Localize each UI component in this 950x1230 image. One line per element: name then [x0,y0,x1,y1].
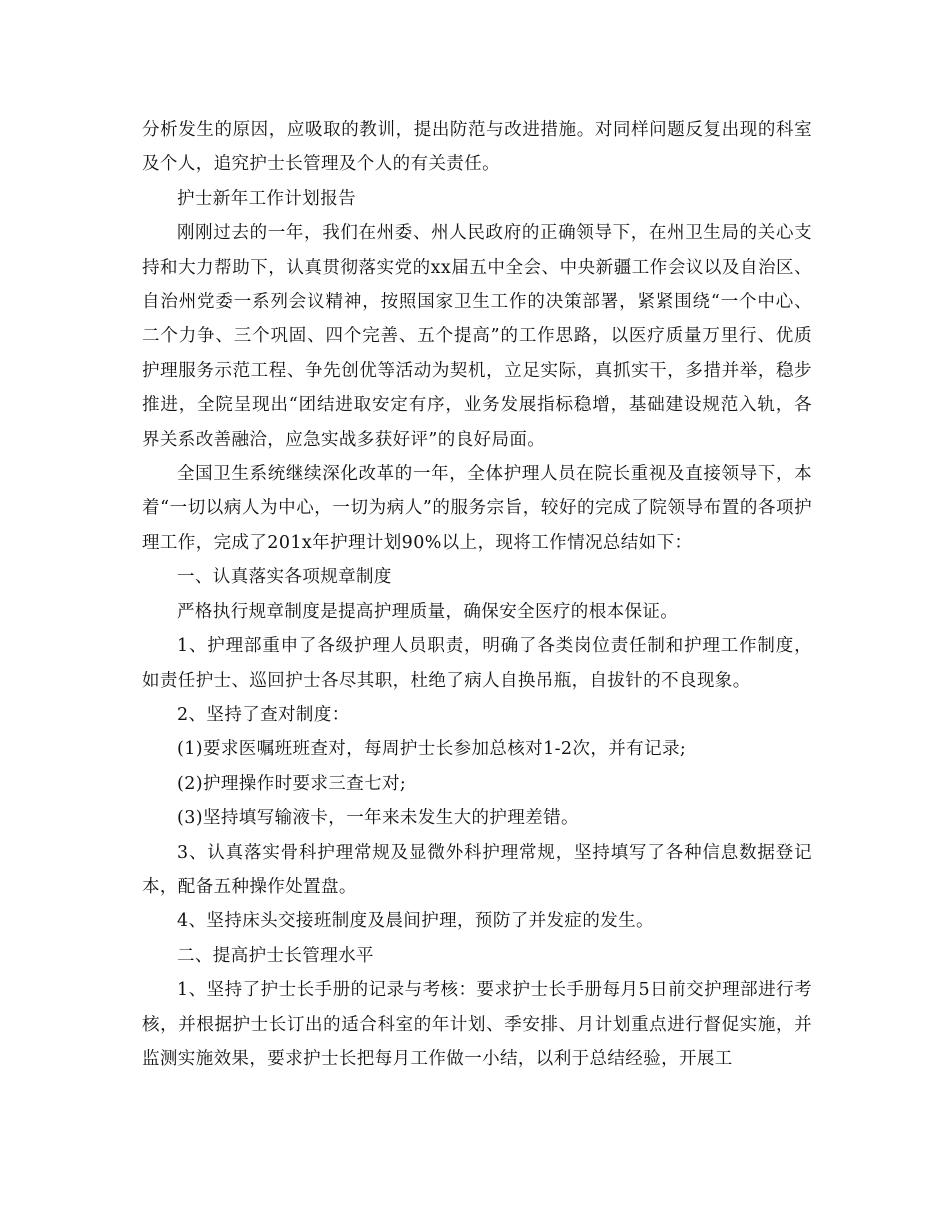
paragraph: 护士新年工作计划报告 [177,188,356,209]
paragraph: 2、坚持了查对制度： [177,704,350,725]
paragraph: 3、认真落实骨科护理常规及显微外科护理常规，坚持填写了各种信息数据登记本，配备五种操作处置盘。 [142,842,812,897]
paragraph: (1)要求医嘱班班查对，每周护士长参加总核对1-2次，并有记录; [177,739,687,760]
paragraph: 1、坚持了护士长手册的记录与考核：要求护士长手册每月5日前交护理部进行考核，并根据护士长订出的适合科室的年计划、季安排、月计划重点进行督促实施，并监测实施效果，要求护士长把每月工作做一小结，以利于总结经验，开展工 [142,980,812,1069]
paragraph: (2)护理操作时要求三查七对; [177,773,407,794]
paragraph: 刚刚过去的一年，我们在州委、州人民政府的正确领导下，在州卫生局的关心支持和大力帮助下，认真贯彻落实党的xx届五中全会、中央新疆工作会议以及自治区、自治州党委一系列会议精神，按照国家卫生工作的决策部署，紧紧围绕“一个中心、二个力争、三个巩固、四个完善、五个提高”的工作思路，以医疗质量万里行、优质护理服务示范工程、争先创优等活动为契机，立足实际，真抓实干，多措并举，稳步推进，全院呈现出“团结进取安定有序，业务发展指标稳增，基础建设规范入轨，各界关系改善融洽，应急实战多获好评”的良好局面。 [142,223,812,450]
paragraph: (3)坚持填写输液卡，一年来未发生大的护理差错。 [177,808,579,829]
paragraph: 二、提高护士长管理水平 [177,945,374,966]
paragraph: 4、坚持床头交接班制度及晨间护理，预防了并发症的发生。 [177,911,654,932]
paragraph: 严格执行规章制度是提高护理质量，确保安全医疗的根本保证。 [177,601,679,622]
paragraph: 分析发生的原因，应吸取的教训，提出防范与改进措施。对同样问题反复出现的科室及个人，追究护士长管理及个人的有关责任。 [142,120,812,175]
paragraph: 一、认真落实各项规章制度 [177,567,392,588]
paragraph: 全国卫生系统继续深化改革的一年，全体护理人员在院长重视及直接领导下，本着“一切以病人为中心，一切为病人”的服务宗旨，较好的完成了院领导布置的各项护理工作，完成了201x年护理计划90%以上，现将工作情况总结如下： [142,464,812,553]
document-body [142,113,812,1076]
paragraph: 1、护理部重申了各级护理人员职责，明确了各类岗位责任制和护理工作制度，如责任护士、巡回护士各尽其职，杜绝了病人自换吊瓶，自拔针的不良现象。 [142,636,812,691]
